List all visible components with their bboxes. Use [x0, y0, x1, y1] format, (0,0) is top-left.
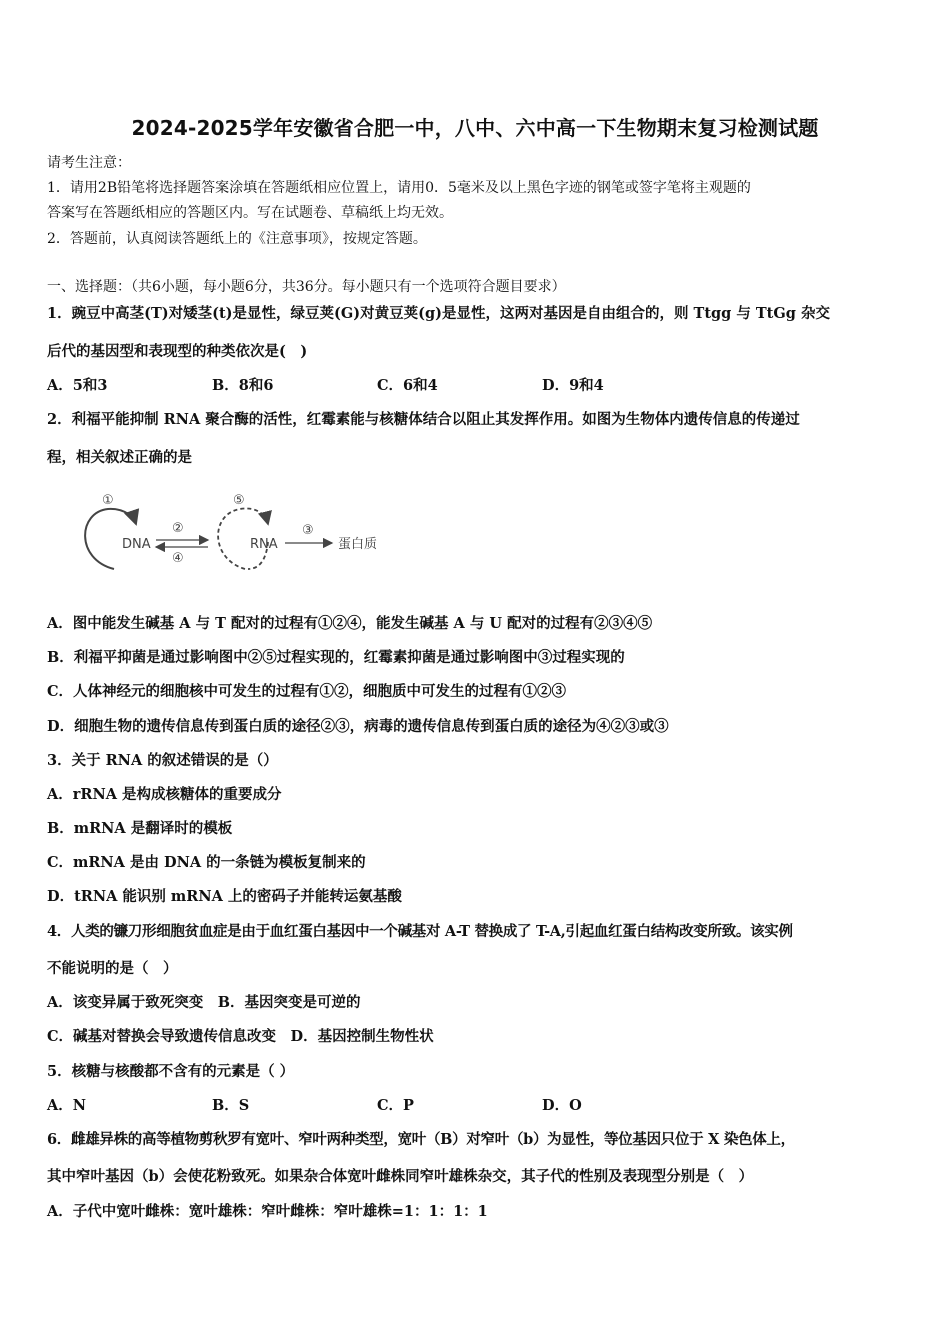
q1-stem-line1: 1．豌豆中高茎(T)对矮茎(t)是显性，绿豆荚(G)对黄豆荚(g)是显性，这两对基因是自由组合的，则 Ttgg 与 TtGg 杂交	[47, 305, 830, 322]
process-1-label: ①	[102, 493, 114, 508]
q3-stem: 3．关于 RNA 的叙述错误的是（）	[47, 752, 278, 769]
rna-label: RNA	[250, 537, 278, 552]
q3-option-d: D．tRNA 能识别 mRNA 上的密码子并能转运氨基酸	[47, 888, 402, 905]
q6-stem-line2: 其中窄叶基因（b）会使花粉致死。如果杂合体宽叶雌株同窄叶雄株杂交，其子代的性别及表现型分别是（ ）	[47, 1168, 754, 1185]
process-5-label: ⑤	[233, 493, 245, 508]
q2-option-c: C．人体神经元的细胞核中可发生的过程有①②，细胞质中可发生的过程有①②③	[47, 683, 567, 700]
q1-option-c: C．6和4	[377, 377, 438, 394]
protein-label: 蛋白质	[338, 537, 378, 552]
notice-item-2: 2．答题前，认真阅读答题纸上的《注意事项》，按规定答题。	[47, 231, 427, 247]
process-2-label: ②	[172, 521, 184, 536]
process-4-label: ④	[172, 551, 184, 566]
q1-option-a: A．5和3	[47, 377, 108, 394]
q6-stem-line1: 6．雌雄异株的高等植物剪秋罗有宽叶、窄叶两种类型，宽叶（B）对窄叶（b）为显性，等位基因只位于 X 染色体上，	[47, 1131, 795, 1148]
q4-stem-line1: 4．人类的镰刀形细胞贫血症是由于血红蛋白基因中一个碱基对 A-T 替换成了 T-A,引起血红蛋白结构改变所致。该实例	[47, 923, 793, 940]
q3-option-c: C．mRNA 是由 DNA 的一条链为模板复制来的	[47, 854, 366, 871]
q5-option-d: D．O	[542, 1097, 582, 1114]
q5-option-a: A．N	[47, 1097, 87, 1114]
q4-options-ab: A．该变异属于致死突变 B．基因突变是可逆的	[47, 994, 361, 1011]
page-title: 2024-2025学年安徽省合肥一中，八中、六中高一下生物期末复习检测试题	[131, 116, 819, 140]
q2-stem-line1: 2．利福平能抑制 RNA 聚合酶的活性，红霉素能与核糖体结合以阻止其发挥作用。如图为生物体内遗传信息的传递过	[47, 411, 800, 428]
q5-option-b: B．S	[212, 1097, 250, 1114]
q1-option-d: D．9和4	[542, 377, 604, 394]
process-3-label: ③	[302, 523, 314, 538]
q1-stem-line2: 后代的基因型和表现型的种类依次是( )	[47, 343, 308, 360]
notice-item-1b: 答案写在答题纸相应的答题区内。写在试题卷、草稿纸上均无效。	[47, 205, 453, 221]
dna-label: DNA	[122, 537, 151, 552]
q4-options-cd: C．碱基对替换会导致遗传信息改变 D．基因控制生物性状	[47, 1028, 434, 1045]
section-heading: 一、选择题：（共6小题，每小题6分，共36分。每小题只有一个选项符合题目要求）	[47, 279, 566, 295]
q5-option-c: C．P	[377, 1097, 414, 1114]
q1-option-b: B．8和6	[212, 377, 274, 394]
q2-option-a: A．图中能发生碱基 A 与 T 配对的过程有①②④，能发生碱基 A 与 U 配对的过程有②③④⑤	[47, 615, 653, 632]
notice-item-1a: 1．请用2B铅笔将选择题答案涂填在答题纸相应位置上，请用0．5毫米及以上黑色字迹的钢笔或签字笔将主观题的	[47, 180, 751, 196]
q2-option-b: B．利福平抑菌是通过影响图中②⑤过程实现的，红霉素抑菌是通过影响图中③过程实现的	[47, 649, 625, 666]
q2-stem-line2: 程，相关叙述正确的是	[47, 449, 192, 466]
q2-option-d: D．细胞生物的遗传信息传到蛋白质的途径②③，病毒的遗传信息传到蛋白质的途径为④②③或③	[47, 718, 669, 735]
notice-heading: 请考生注意：	[47, 155, 131, 171]
q3-option-b: B．mRNA 是翻译时的模板	[47, 820, 233, 837]
q4-stem-line2: 不能说明的是（ ）	[47, 960, 178, 977]
q6-option-a: A．子代中宽叶雌株：宽叶雄株：窄叶雌株：窄叶雄株=1：1：1：1	[47, 1203, 488, 1220]
q3-option-a: A．rRNA 是构成核糖体的重要成分	[47, 786, 282, 803]
q5-stem: 5．核糖与核酸都不含有的元素是（ ）	[47, 1063, 295, 1080]
genetic-info-flow-diagram	[70, 484, 400, 584]
